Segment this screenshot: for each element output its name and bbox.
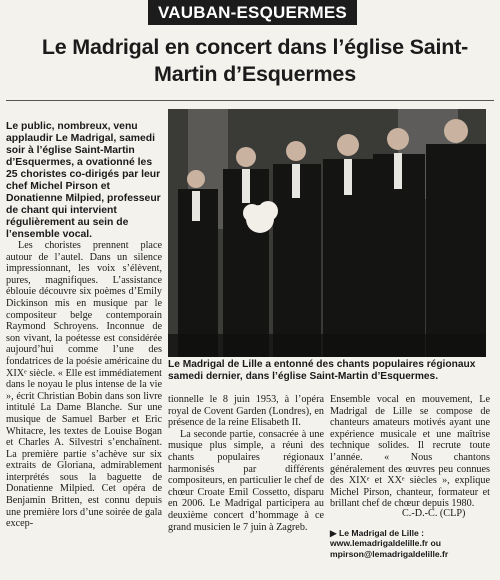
photo-caption: Le Madrigal de Lille a entonné des chants populaires régionaux samedi dernier, dans l’église Saint-Martin d’Esquermes. <box>168 359 476 382</box>
arrow-icon: ▶ <box>330 528 339 538</box>
info-box <box>330 528 490 559</box>
section-tag: VAUBAN-ESQUERMES <box>148 0 357 25</box>
body-paragraph: tionnelle le 8 juin 1953, à l’opéra royal de Covent Garden (Londres), en présence de la reine Elisabeth II. <box>168 394 324 429</box>
info-email: mpirson@lemadrigaldelille.fr <box>330 548 449 559</box>
body-paragraph: La seconde partie, consacrée à une musique plus simple, a réuni des chants populaires régionaux harmonisés par différents compositeurs, en particulier le chef de chœur Croate Emil Cossetto, disparu en 2006. Le Madrigal participera au deuxième concert d’hommage à ce grand musicien le 7 juin à Zagreb. <box>168 428 324 533</box>
body-paragraph: Ensemble vocal en mouvement, Le Madrigal de Lille se compose de chanteurs amateurs motivés ayant une expérience musicale et une maîtrise technique solides. Il recrute toute l’année. « Nous chantons généralement des œuvres peu connues des XIXᵉ et XXᵉ siècles », explique Michel Pirson, chanteur, formateur et brillant chef de chœur depuis 1980. <box>330 394 490 510</box>
choir-photo <box>168 109 486 357</box>
column-3 <box>330 394 490 510</box>
choir-photo-illustration <box>168 109 486 357</box>
lede-paragraph: Le public, nombreux, venu applaudir Le Madrigal, samedi soir à l’église Saint-Martin d’Esquermes, a ovationné les 25 choristes co-dirigés par leur chef Michel Pirson et Donatienne Milpied, professeur de chant qui intervient régulièrement au sein de l’ensemble vocal. <box>6 121 161 240</box>
top-rule <box>6 100 494 101</box>
headline: Le Madrigal en concert dans l’église Saint-Martin d’Esquermes <box>41 35 469 86</box>
body-paragraph: Les choristes prennent place autour de l’autel. Dans un silence impressionnant, les voix s’élèvent, pures, magnifiques. L’assistance éblouie découvre six poèmes d’Emily Dickinson mis en musique par le compositeur belge contemporain Raymond Schroyens. Inconnue de son vivant, la poétesse est considérée aujourd’hui comme l’une des fondatrices de la poésie américaine du XIXᵉ siècle. « Elle est immédiatement dans le noyau le plus intense de la vie », écrit Christian Bobin dans son livre intitulé La Dame Blanche. Sur une musique de Samuel Barber et Eric Whitacre, les textes de Louise Bogan et Charles A. Silvestri s’enchaînent. La première partie s’achève sur six extraits de Gloriana, admirablement interprétés sous la baguette de Donatienne Milpied. Cet opéra de Benjamin Britten, est connu depuis une première lors d’une soirée de gala excep- <box>6 240 162 530</box>
column-2 <box>168 394 324 533</box>
column-1 <box>6 240 162 530</box>
info-website: www.lemadrigaldelille.fr ou <box>330 538 441 549</box>
author-signature: C.-D.-C. (CLP) <box>402 508 466 519</box>
info-title: ▶ Le Madrigal de Lille : <box>330 528 424 538</box>
